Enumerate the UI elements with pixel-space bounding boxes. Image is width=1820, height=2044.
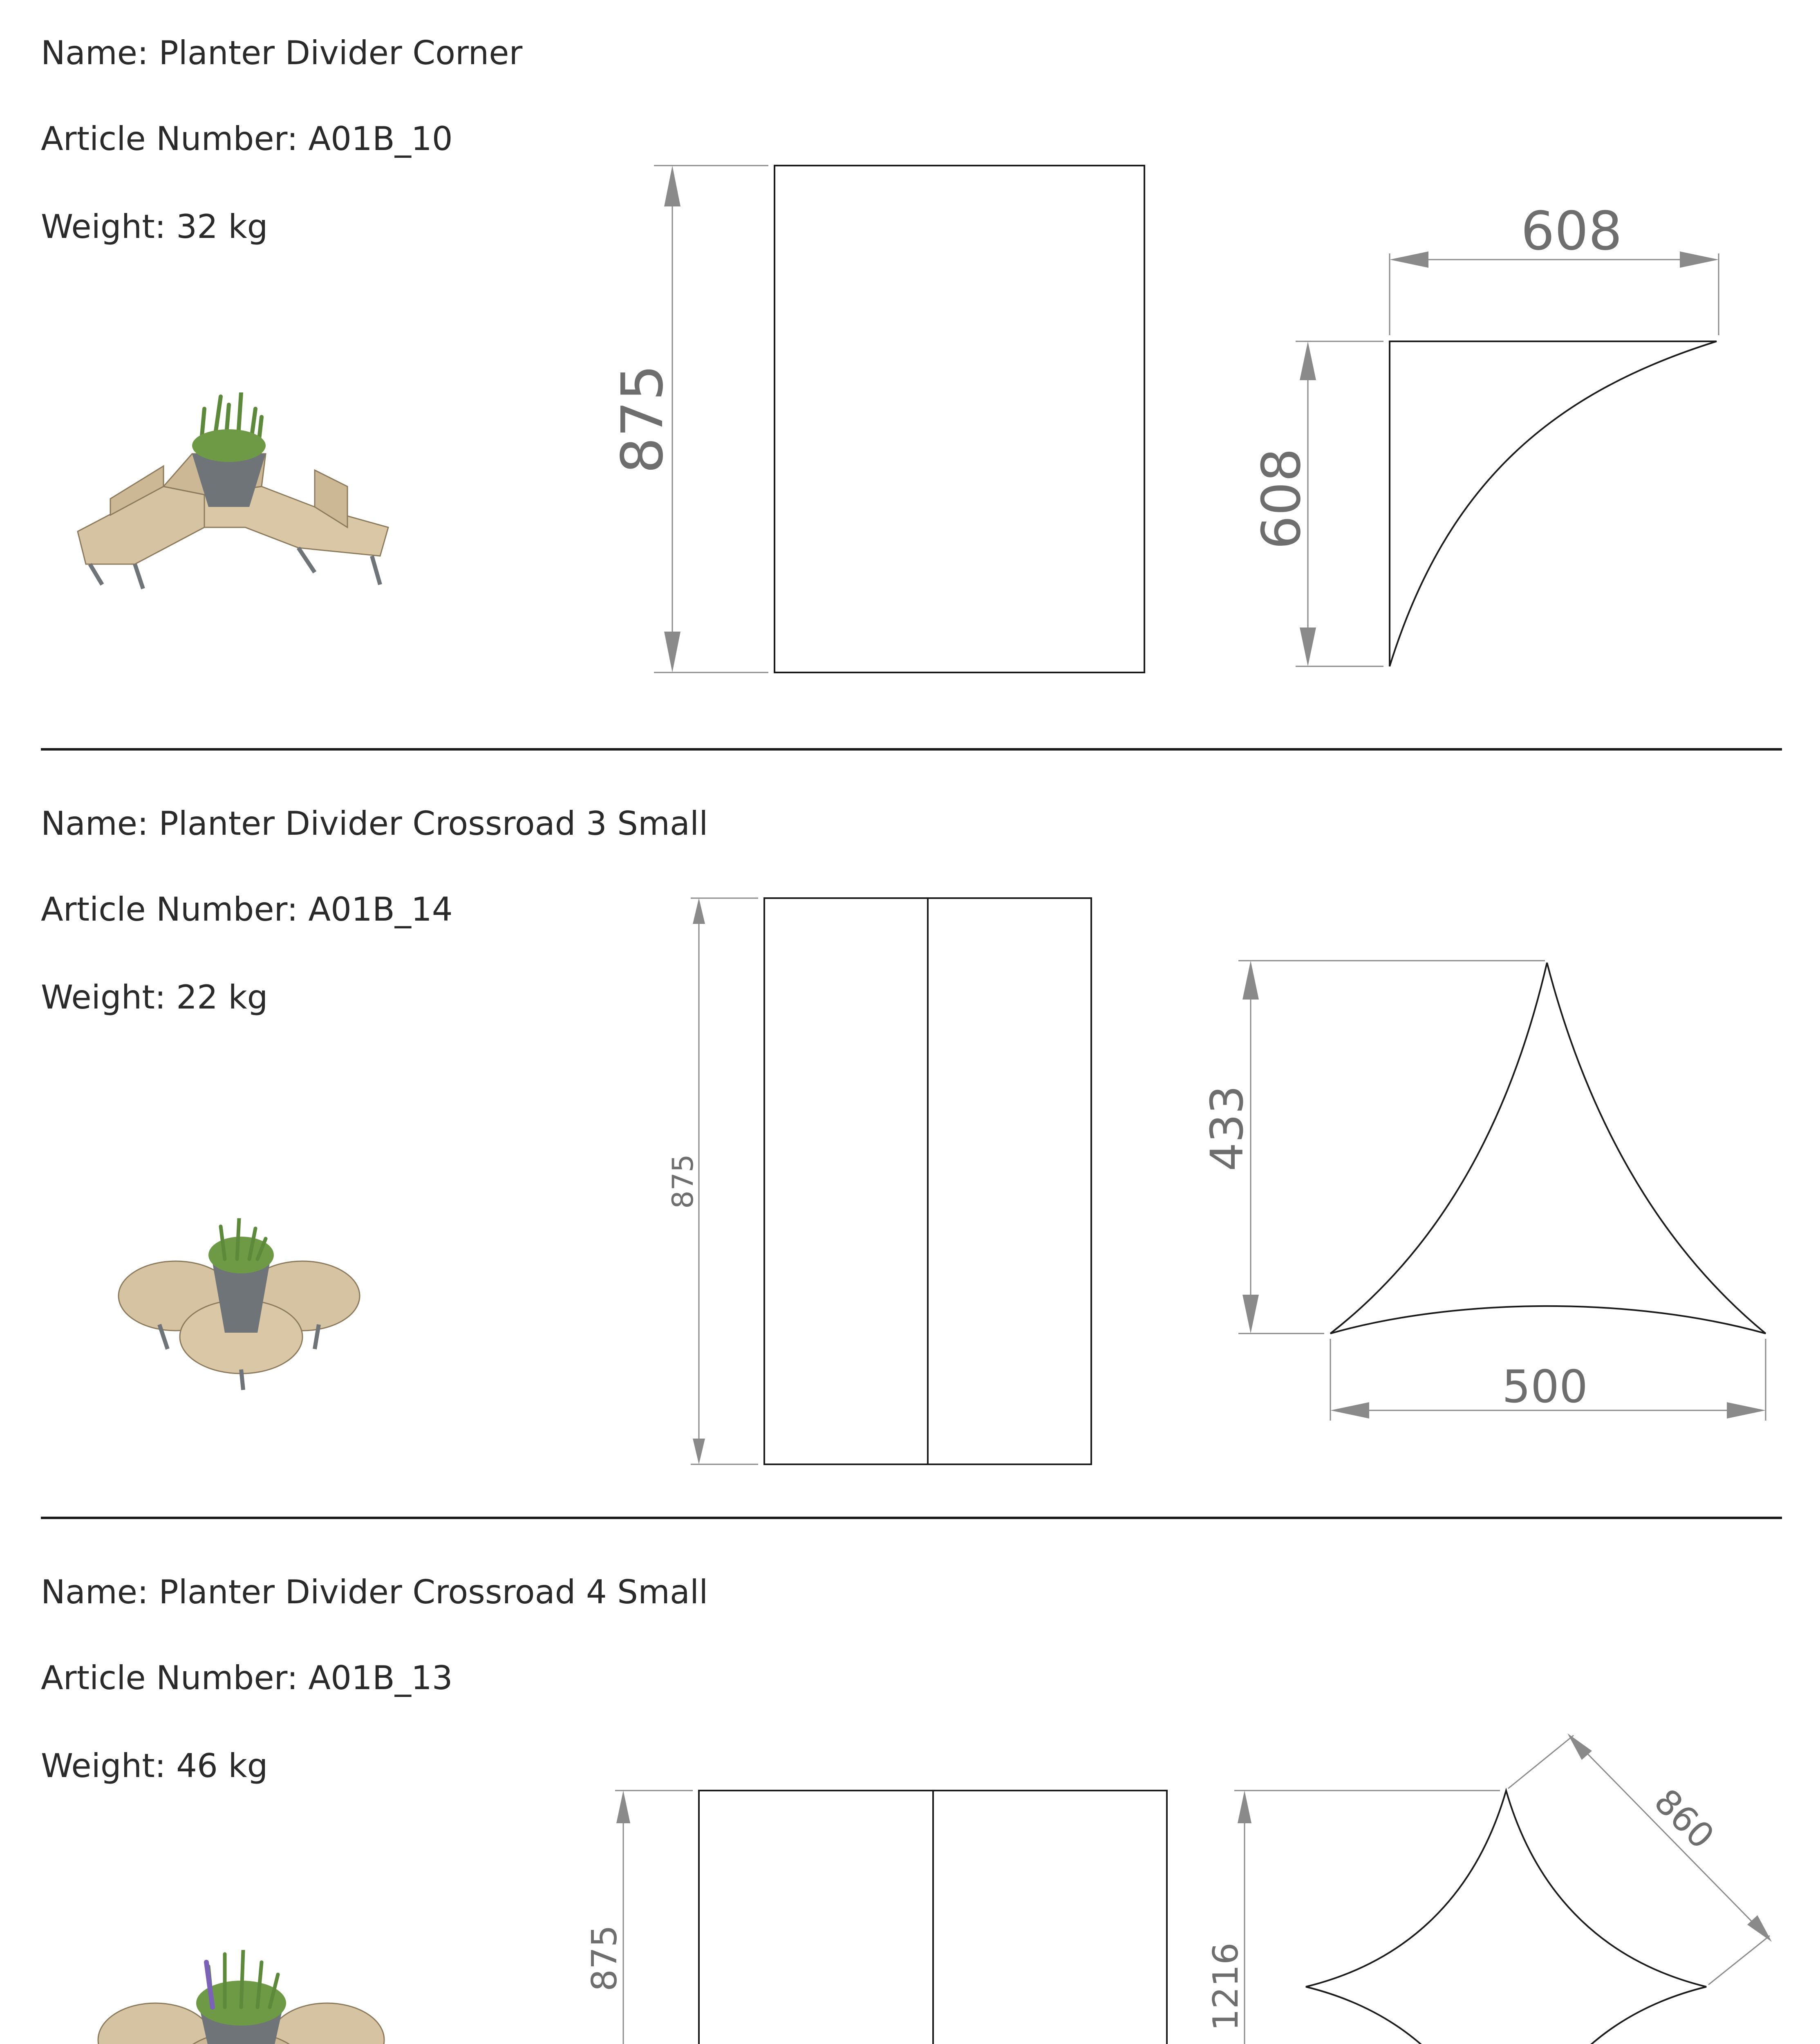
arrow-up-icon xyxy=(616,1791,630,1823)
arrow-down-icon xyxy=(1300,628,1316,666)
dimension-label-height: 875 xyxy=(666,1154,700,1209)
dimension-label-depth: 608 xyxy=(1250,448,1312,550)
side-view-outline xyxy=(764,898,1091,1464)
arrow-left-icon xyxy=(1390,251,1428,268)
dimension-label-height: 1216 xyxy=(1206,1942,1246,2031)
section-divider xyxy=(41,1517,1782,1519)
product-name: Name: Planter Divider Crossroad 3 Small xyxy=(41,805,708,843)
dimension-label-height: 875 xyxy=(609,364,676,474)
arrow-up-icon xyxy=(664,166,681,206)
article-number: Article Number: A01B_13 xyxy=(41,1659,453,1697)
dimension-label-height: 433 xyxy=(1201,1085,1253,1171)
top-view-outline xyxy=(1390,341,1717,666)
arrow-down-icon xyxy=(664,632,681,672)
article-number: Article Number: A01B_10 xyxy=(41,120,453,158)
arrow-up-icon xyxy=(1242,961,1259,1000)
dimension-label-height: 875 xyxy=(584,1925,625,1992)
product-name: Name: Planter Divider Corner xyxy=(41,34,523,72)
arrow-down-icon xyxy=(693,1439,705,1464)
product-image-crossroad-4 xyxy=(94,1950,388,2044)
product-image-crossroad-3 xyxy=(114,1218,368,1398)
top-view-outline xyxy=(1330,963,1766,1334)
dimension-extension xyxy=(1508,1735,1574,1788)
section-divider xyxy=(41,748,1782,751)
product-name: Name: Planter Divider Crossroad 4 Small xyxy=(41,1573,708,1611)
article-number: Article Number: A01B_14 xyxy=(41,890,453,928)
dimension-line-diagonal xyxy=(1572,1737,1768,1938)
side-view-outline xyxy=(775,166,1144,672)
arrow-right-icon xyxy=(1680,251,1719,268)
dimension-label-width: 608 xyxy=(1520,200,1623,262)
arrow-up-icon xyxy=(693,898,705,924)
weight: Weight: 46 kg xyxy=(41,1747,268,1785)
arrow-up-icon xyxy=(1238,1791,1251,1823)
weight: Weight: 22 kg xyxy=(41,978,268,1016)
arrow-diagonal-icon xyxy=(1747,1915,1772,1942)
planter xyxy=(196,1950,286,2044)
arrow-left-icon xyxy=(1330,1402,1369,1419)
arrow-diagonal-icon xyxy=(1567,1733,1592,1760)
product-image-corner xyxy=(69,392,413,605)
side-view-outline xyxy=(699,1791,1167,2044)
weight: Weight: 32 kg xyxy=(41,208,268,246)
arrow-down-icon xyxy=(1242,1295,1259,1334)
top-view-outline xyxy=(1306,1791,1706,2044)
dimension-label-diagonal: 860 xyxy=(1646,1781,1722,1857)
dimension-extension xyxy=(1708,1936,1770,1985)
dimension-label-width: 500 xyxy=(1502,1360,1588,1413)
arrow-right-icon xyxy=(1727,1402,1766,1419)
arrow-up-icon xyxy=(1300,341,1316,380)
